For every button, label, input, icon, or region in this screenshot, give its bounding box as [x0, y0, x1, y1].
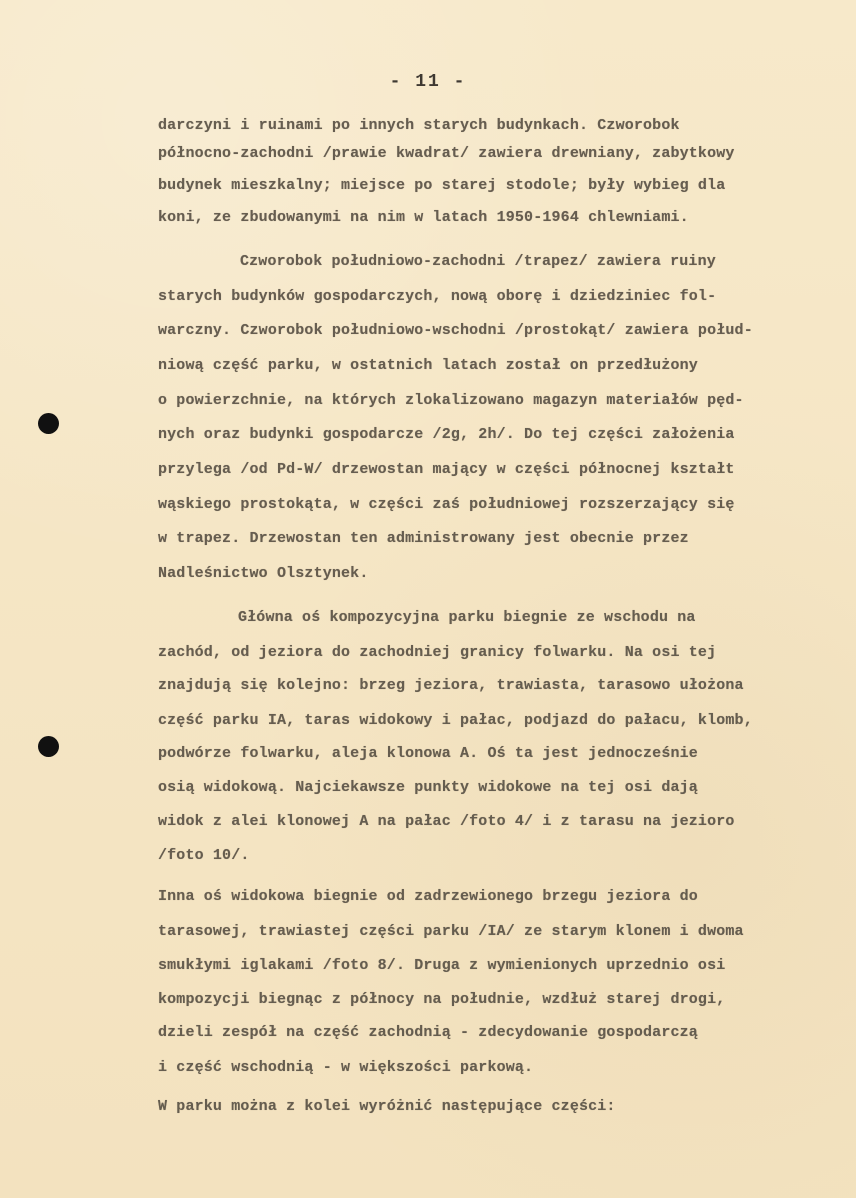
binder-hole-top	[38, 413, 59, 434]
text-line: W parku można z kolei wyróżnić następujące części:	[158, 1098, 616, 1115]
text-line: nych oraz budynki gospodarcze /2g, 2h/. Do tej części założenia	[158, 426, 735, 443]
text-line: kompozycji biegnąc z północy na południe, wzdłuż starej drogi,	[158, 991, 726, 1008]
text-line: budynek mieszkalny; miejsce po starej stodole; były wybieg dla	[158, 177, 726, 194]
text-line: /foto 10/.	[158, 847, 250, 864]
text-line: smukłymi iglakami /foto 8/. Druga z wymienionych uprzednio osi	[158, 957, 726, 974]
text-line: niową część parku, w ostatnich latach został on przedłużony	[158, 357, 698, 374]
text-line: Nadleśnictwo Olsztynek.	[158, 565, 369, 582]
text-line: Główna oś kompozycyjna parku biegnie ze wschodu na	[238, 609, 696, 626]
text-line: podwórze folwarku, aleja klonowa A. Oś ta jest jednocześnie	[158, 745, 698, 762]
text-line: znajdują się kolejno: brzeg jeziora, trawiasta, tarasowo ułożona	[158, 677, 744, 694]
page-number: - 11 -	[389, 72, 467, 92]
text-line: przylega /od Pd-W/ drzewostan mający w części północnej kształt	[158, 461, 735, 478]
text-line: Inna oś widokowa biegnie od zadrzewionego brzegu jeziora do	[158, 888, 698, 905]
text-line: darczyni i ruinami po innych starych budynkach. Czworobok	[158, 117, 680, 134]
text-line: północno-zachodni /prawie kwadrat/ zawiera drewniany, zabytkowy	[158, 145, 735, 162]
text-line: widok z alei klonowej A na pałac /foto 4/ i z tarasu na jezioro	[158, 813, 735, 830]
text-line: i część wschodnią - w większości parkową.	[158, 1059, 534, 1076]
text-line: część parku IA, taras widokowy i pałac, podjazd do pałacu, klomb,	[158, 712, 753, 729]
text-line: koni, ze zbudowanymi na nim w latach 1950-1964 chlewniami.	[158, 209, 689, 226]
text-line: osią widokową. Najciekawsze punkty widokowe na tej osi dają	[158, 779, 698, 796]
binder-hole-bottom	[38, 736, 59, 757]
text-line: dzieli zespół na część zachodnią - zdecydowanie gospodarczą	[158, 1024, 698, 1041]
text-line: warczny. Czworobok południowo-wschodni /prostokąt/ zawiera połud-	[158, 322, 753, 339]
text-line: wąskiego prostokąta, w części zaś południowej rozszerzający się	[158, 496, 735, 513]
text-line: tarasowej, trawiastej części parku /IA/ ze starym klonem i dwoma	[158, 923, 744, 940]
text-line: starych budynków gospodarczych, nową oborę i dziedziniec fol-	[158, 288, 717, 305]
text-line: zachód, od jeziora do zachodniej granicy folwarku. Na osi tej	[158, 644, 717, 661]
text-line: o powierzchnie, na których zlokalizowano magazyn materiałów pęd-	[158, 392, 744, 409]
text-line: Czworobok południowo-zachodni /trapez/ zawiera ruiny	[240, 253, 716, 270]
text-line: w trapez. Drzewostan ten administrowany jest obecnie przez	[158, 530, 689, 547]
